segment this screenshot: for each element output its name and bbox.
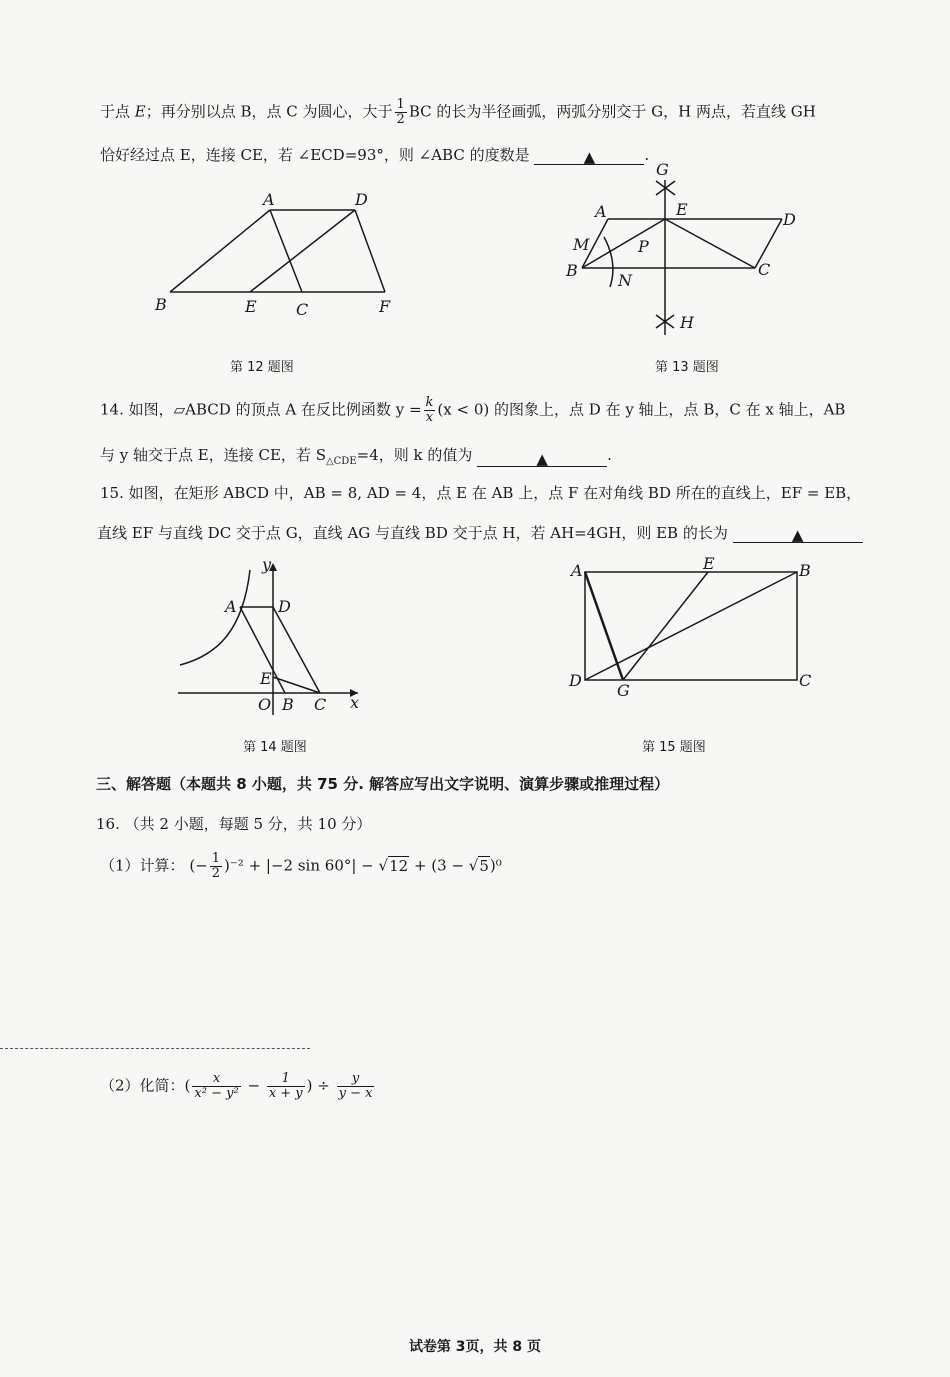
half-fraction — [210, 852, 222, 881]
q16-part1 — [100, 852, 502, 881]
label-c: C — [758, 260, 771, 279]
minus-sign: − — [247, 1076, 261, 1095]
fig12-caption: 第 12 题图 — [230, 360, 294, 375]
segment-df — [355, 210, 385, 292]
fraction-denominator: x² − y² — [194, 1086, 239, 1101]
fig15-caption: 第 15 题图 — [642, 740, 706, 755]
label-c: C — [296, 300, 309, 319]
label-m: M — [573, 235, 590, 254]
label-b: B — [155, 295, 167, 314]
hyperbola-curve — [180, 570, 250, 665]
fraction-3 — [337, 1072, 375, 1101]
arc-mn — [604, 237, 613, 287]
expr-text: )⁻² + |−2 sin 60°| − √ — [224, 856, 389, 875]
fraction-denominator: x + y — [268, 1086, 303, 1101]
label-o: O — [258, 695, 272, 714]
q14-text: 14. 如图，▱ABCD 的顶点 A 在反比例函数 y = — [100, 400, 422, 419]
figure-14 — [178, 555, 368, 720]
label-e: E — [676, 200, 688, 219]
label-e: E — [245, 297, 257, 316]
fraction-denominator: 2 — [396, 112, 405, 127]
answer-marker: ▲ — [583, 148, 596, 166]
area-subscript: △CDE — [325, 456, 357, 467]
sqrt-radicand: 5 — [479, 856, 489, 875]
label-b: B — [282, 695, 294, 714]
q13-text: BC 的长为半径画弧，两弧分别交于 G，H 两点，若直线 GH — [408, 102, 816, 121]
q13-period: . — [644, 146, 650, 164]
q14-text: (x < 0) 的图象上，点 D 在 y 轴上，点 B，C 在 x 轴上，AB — [437, 400, 846, 419]
half-fraction — [395, 98, 407, 127]
label-a: A — [571, 561, 583, 580]
q13-text: 于点 — [100, 102, 135, 121]
label-g: G — [656, 160, 669, 179]
label-d: D — [355, 190, 368, 209]
label-n: N — [618, 271, 632, 290]
figure-12 — [150, 185, 410, 330]
fraction-numerator: y — [337, 1072, 375, 1087]
q15-text: 直线 EF 与直线 DC 交于点 G，直线 AG 与直线 BD 交于点 H，若 AH=4GH，则 EB 的长为 — [97, 524, 728, 542]
q16-header: 16. （共 2 小题，每题 5 分，共 10 分） — [96, 815, 372, 833]
q13-line-2 — [100, 144, 649, 165]
k-over-x-fraction — [424, 396, 436, 425]
fraction-numerator: 1 — [267, 1072, 305, 1087]
label-c: C — [799, 671, 812, 690]
label-e: E — [260, 669, 272, 688]
q14-text: =4，则 k 的值为 — [356, 446, 473, 464]
q15-text: 15. 如图，在矩形 ABCD 中，AB = 8, AD = 4，点 E 在 AB 上，点 F 在对角线 BD 所在的直线上，EF = EB， — [100, 484, 862, 502]
label-g: G — [617, 681, 630, 700]
segment-de — [250, 210, 355, 292]
label-y: y — [262, 555, 272, 574]
answer-marker: ▲ — [791, 526, 804, 544]
fraction-numerator: 1 — [396, 97, 405, 112]
figure-15 — [565, 554, 820, 700]
label-a: A — [263, 190, 275, 209]
q13-point-e: E — [134, 102, 146, 121]
label-x: x — [350, 693, 360, 712]
q14-text: 与 y 轴交于点 E，连接 CE，若 S — [100, 446, 326, 464]
q13-text: ；再分别以点 B，点 C 为圆心，大于 — [145, 102, 393, 121]
label-h: H — [680, 313, 694, 332]
divider-line — [0, 1048, 310, 1049]
label-a: A — [225, 597, 237, 616]
answer-blank[interactable] — [534, 148, 644, 165]
answer-marker: ▲ — [536, 450, 548, 468]
expr-text: + (3 − √ — [409, 856, 479, 875]
q14-period: . — [607, 446, 612, 464]
fig14-caption: 第 14 题图 — [243, 740, 307, 755]
line-eg — [623, 572, 708, 680]
fraction-2 — [267, 1072, 305, 1101]
label-a: A — [595, 202, 607, 221]
figure-13 — [560, 160, 810, 340]
fraction-numerator: x — [192, 1072, 240, 1087]
q15-line-1 — [100, 482, 861, 503]
page-footer: 试卷第 3页，共 8 页 — [408, 1339, 542, 1355]
label-d: D — [569, 671, 582, 690]
segment-ab — [170, 210, 270, 292]
line-ag — [585, 572, 623, 680]
fraction-denominator: 2 — [211, 866, 221, 881]
label-d: D — [783, 210, 796, 229]
answer-blank[interactable] — [477, 450, 607, 467]
part1-label: （1）计算： — [100, 856, 185, 875]
segment-ac — [270, 210, 302, 292]
answer-blank[interactable] — [733, 526, 863, 543]
part2-label: （2）化简：( — [100, 1076, 191, 1095]
q13-line-1 — [100, 98, 816, 127]
fraction-numerator: k — [425, 395, 434, 410]
label-c: C — [314, 695, 327, 714]
segment-ec — [665, 219, 755, 268]
q16-part2 — [100, 1072, 376, 1101]
q14-line-1 — [100, 396, 845, 425]
expr-text: )⁰ — [489, 856, 502, 875]
fig13-caption: 第 13 题图 — [655, 360, 719, 375]
section-3-title: 三、解答题（本题共 8 小题，共 75 分. 解答应写出文字说明、演算步骤或推理过程） — [96, 775, 670, 793]
q13-text: 恰好经过点 E，连接 CE，若 ∠ECD=93°，则 ∠ABC 的度数是 — [100, 146, 530, 164]
fraction-denominator: x — [425, 410, 434, 425]
q14-line-2 — [100, 444, 612, 467]
fraction-denominator: y − x — [338, 1086, 373, 1101]
q15-line-2 — [97, 522, 863, 543]
label-b: B — [566, 261, 578, 280]
label-d: D — [278, 597, 291, 616]
label-b: B — [799, 561, 811, 580]
label-p: P — [638, 237, 649, 256]
sqrt-radicand: 12 — [389, 856, 409, 875]
label-e: E — [703, 554, 715, 573]
fraction-numerator: 1 — [211, 851, 221, 866]
fraction-1 — [192, 1072, 240, 1101]
divide-sign: ) ÷ — [306, 1076, 330, 1095]
label-f: F — [379, 297, 391, 316]
expr-text: (− — [189, 856, 208, 875]
